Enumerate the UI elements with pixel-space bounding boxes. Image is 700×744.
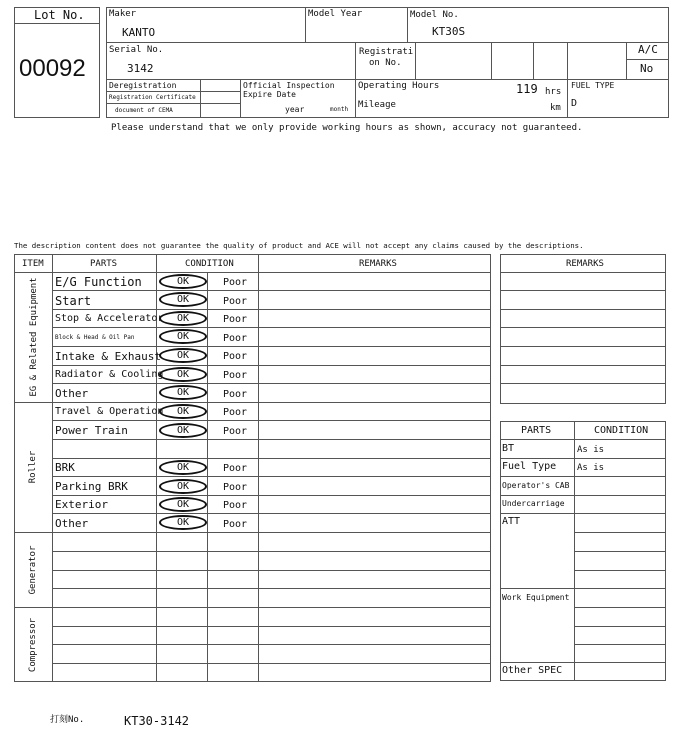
condition-poor[interactable]: Poor bbox=[223, 426, 248, 437]
condition-poor[interactable]: Poor bbox=[223, 519, 248, 530]
divider bbox=[52, 570, 491, 571]
divider bbox=[500, 439, 666, 440]
side-part-bt: BT bbox=[502, 443, 515, 454]
divider bbox=[106, 103, 240, 104]
divider bbox=[500, 383, 666, 384]
lot-no-value: 00092 bbox=[19, 55, 86, 82]
condition-poor[interactable]: Poor bbox=[223, 277, 248, 288]
divider bbox=[407, 7, 408, 42]
side-part-undercarriage: Undercarriage bbox=[502, 499, 565, 508]
side-part-fuel-type: Fuel Type bbox=[502, 461, 557, 472]
part-intake-exhaust: Intake & Exhaust bbox=[55, 350, 161, 363]
condition-ok-circled[interactable]: OK bbox=[159, 292, 207, 307]
divider bbox=[500, 346, 666, 347]
divider bbox=[52, 626, 491, 627]
condition-ok-circled[interactable]: OK bbox=[159, 367, 207, 382]
description-notice: The description content does not guarantee the quality of product and ACE will not accept any claims caused by the descriptions. bbox=[14, 241, 584, 250]
divider bbox=[500, 309, 666, 310]
registration-no-label: Registrati bbox=[359, 47, 414, 57]
divider bbox=[533, 42, 534, 79]
condition-ok-circled[interactable]: OK bbox=[159, 348, 207, 363]
ac-value: No bbox=[640, 62, 654, 75]
divider bbox=[52, 309, 491, 310]
divider bbox=[52, 290, 491, 291]
condition-poor[interactable]: Poor bbox=[223, 389, 248, 400]
divider bbox=[574, 607, 666, 608]
header-remarks: REMARKS bbox=[359, 259, 397, 269]
expire-date-label: Expire Date bbox=[243, 90, 296, 99]
divider bbox=[52, 644, 491, 645]
divider bbox=[491, 42, 492, 79]
divider bbox=[14, 23, 100, 24]
divider bbox=[574, 570, 666, 571]
divider bbox=[52, 663, 491, 664]
side-part-operators-cab: Operator's CAB bbox=[502, 481, 570, 490]
part-parking-brk: Parking BRK bbox=[55, 480, 128, 493]
part-eg-function: E/G Function bbox=[55, 275, 142, 289]
lot-no-label: Lot No. bbox=[34, 8, 85, 22]
operating-hours-label: Operating Hours bbox=[358, 81, 440, 91]
serial-no-label: Serial No. bbox=[109, 45, 164, 55]
condition-ok-circled[interactable]: OK bbox=[159, 497, 207, 512]
condition-ok-circled[interactable]: OK bbox=[159, 404, 207, 419]
divider bbox=[500, 290, 666, 291]
divider bbox=[415, 42, 416, 79]
side-part-att: ATT bbox=[502, 516, 521, 527]
part-stop-accelerator: Stop & Accelerator bbox=[55, 313, 164, 324]
divider bbox=[52, 365, 491, 366]
document-cema-label: document of CEMA bbox=[115, 107, 173, 114]
divider bbox=[500, 588, 666, 589]
divider bbox=[500, 476, 666, 477]
divider bbox=[258, 254, 259, 682]
divider bbox=[52, 420, 491, 421]
condition-ok-circled[interactable]: OK bbox=[159, 515, 207, 530]
side-remarks-header: REMARKS bbox=[566, 259, 604, 269]
serial-no-value: 3142 bbox=[127, 62, 154, 75]
divider bbox=[14, 402, 491, 403]
condition-ok-circled[interactable]: OK bbox=[159, 460, 207, 475]
part-start: Start bbox=[55, 294, 92, 308]
month-label: month bbox=[330, 106, 349, 113]
condition-poor[interactable]: Poor bbox=[223, 351, 248, 362]
item-compressor: Compressor bbox=[28, 617, 38, 673]
divider bbox=[626, 42, 627, 79]
operating-hours-value: 119 bbox=[516, 82, 538, 96]
divider bbox=[52, 458, 491, 459]
header-parts: PARTS bbox=[90, 259, 118, 269]
condition-poor[interactable]: Poor bbox=[223, 500, 248, 511]
condition-poor[interactable]: Poor bbox=[223, 333, 248, 344]
divider bbox=[305, 7, 306, 42]
part-brk: BRK bbox=[55, 461, 75, 474]
divider bbox=[574, 626, 666, 627]
divider bbox=[52, 383, 491, 384]
official-inspection-label: Official Inspection bbox=[243, 81, 335, 90]
condition-poor[interactable]: Poor bbox=[223, 482, 248, 493]
divider bbox=[500, 495, 666, 496]
divider bbox=[500, 458, 666, 459]
condition-ok-circled[interactable]: OK bbox=[159, 274, 207, 289]
ac-label: A/C bbox=[638, 43, 658, 56]
model-no-value: KT30S bbox=[432, 25, 466, 38]
condition-poor[interactable]: Poor bbox=[223, 314, 248, 325]
divider bbox=[500, 513, 666, 514]
divider bbox=[574, 644, 666, 645]
condition-poor[interactable]: Poor bbox=[223, 463, 248, 474]
divider bbox=[52, 439, 491, 440]
divider bbox=[52, 254, 53, 682]
model-no-label: Model No. bbox=[410, 10, 459, 20]
condition-poor[interactable]: Poor bbox=[223, 370, 248, 381]
divider bbox=[52, 327, 491, 328]
fuel-type-label: FUEL TYPE bbox=[571, 81, 615, 90]
condition-poor[interactable]: Poor bbox=[223, 407, 248, 418]
registration-no-label-2: on No. bbox=[369, 58, 402, 68]
divider bbox=[567, 42, 568, 118]
divider bbox=[52, 346, 491, 347]
divider bbox=[500, 272, 666, 273]
part-power-train: Power Train bbox=[55, 424, 128, 437]
condition-ok-circled[interactable]: OK bbox=[159, 385, 207, 400]
stamp-no-value: KT30-3142 bbox=[124, 714, 190, 728]
registration-certificate-label: Registration Certificate bbox=[109, 94, 196, 101]
stamp-no-label: 打刻No. bbox=[50, 715, 85, 725]
item-roller: Roller bbox=[28, 450, 38, 484]
part-radiator-cooling: Radiator & Cooling bbox=[55, 369, 164, 380]
fuel-type-value: D bbox=[571, 98, 578, 109]
divider bbox=[500, 662, 666, 663]
divider bbox=[52, 513, 491, 514]
divider bbox=[500, 327, 666, 328]
mileage-label: Mileage bbox=[358, 100, 396, 110]
side-part-work-equipment: Work Equipment bbox=[502, 593, 570, 602]
divider bbox=[106, 42, 669, 43]
divider bbox=[355, 42, 356, 118]
divider bbox=[52, 476, 491, 477]
divider bbox=[52, 551, 491, 552]
divider bbox=[200, 79, 201, 118]
header-item: ITEM bbox=[22, 259, 44, 269]
year-label: year bbox=[285, 105, 305, 114]
header-condition: CONDITION bbox=[185, 259, 234, 269]
part-exterior: Exterior bbox=[55, 498, 108, 511]
divider bbox=[106, 91, 240, 92]
divider bbox=[207, 272, 208, 682]
part-other-eg: Other bbox=[55, 387, 89, 400]
divider bbox=[626, 59, 669, 60]
condition-ok-circled[interactable]: OK bbox=[159, 311, 207, 326]
item-generator: Generator bbox=[28, 545, 38, 595]
divider bbox=[14, 607, 491, 608]
condition-poor[interactable]: Poor bbox=[223, 296, 248, 307]
divider bbox=[500, 365, 666, 366]
condition-ok-circled[interactable]: OK bbox=[159, 423, 207, 438]
maker-label: Maker bbox=[109, 9, 137, 19]
part-block-head-oil-pan: Block & Head & Oil Pan bbox=[55, 334, 135, 341]
condition-ok-circled[interactable]: OK bbox=[159, 479, 207, 494]
side-part-other-spec: Other SPEC bbox=[502, 665, 563, 676]
side-header-condition: CONDITION bbox=[594, 425, 649, 436]
divider bbox=[106, 79, 669, 80]
hours-notice: Please understand that we only provide working hours as shown, accuracy not guaranteed. bbox=[111, 123, 583, 133]
part-other-roller: Other bbox=[55, 517, 89, 530]
divider bbox=[52, 495, 491, 496]
side-condition-bt: As is bbox=[577, 445, 605, 455]
deregistration-label: Deregistration bbox=[109, 81, 177, 90]
hours-unit: hrs bbox=[545, 87, 562, 97]
mileage-unit: km bbox=[550, 103, 561, 113]
divider bbox=[574, 532, 666, 533]
divider bbox=[52, 588, 491, 589]
divider bbox=[240, 79, 241, 118]
divider bbox=[14, 532, 491, 533]
maker-value: KANTO bbox=[122, 26, 156, 39]
part-travel-operation: Travel & Operation bbox=[55, 406, 164, 417]
divider bbox=[574, 551, 666, 552]
condition-ok-circled[interactable]: OK bbox=[159, 329, 207, 344]
divider bbox=[14, 272, 491, 273]
item-eg-related-equipment: EG & Related Equipment bbox=[29, 277, 39, 397]
model-year-label: Model Year bbox=[308, 9, 363, 19]
side-remarks-border bbox=[500, 254, 666, 404]
side-header-parts: PARTS bbox=[521, 425, 552, 436]
side-condition-fuel-type: As is bbox=[577, 463, 605, 473]
